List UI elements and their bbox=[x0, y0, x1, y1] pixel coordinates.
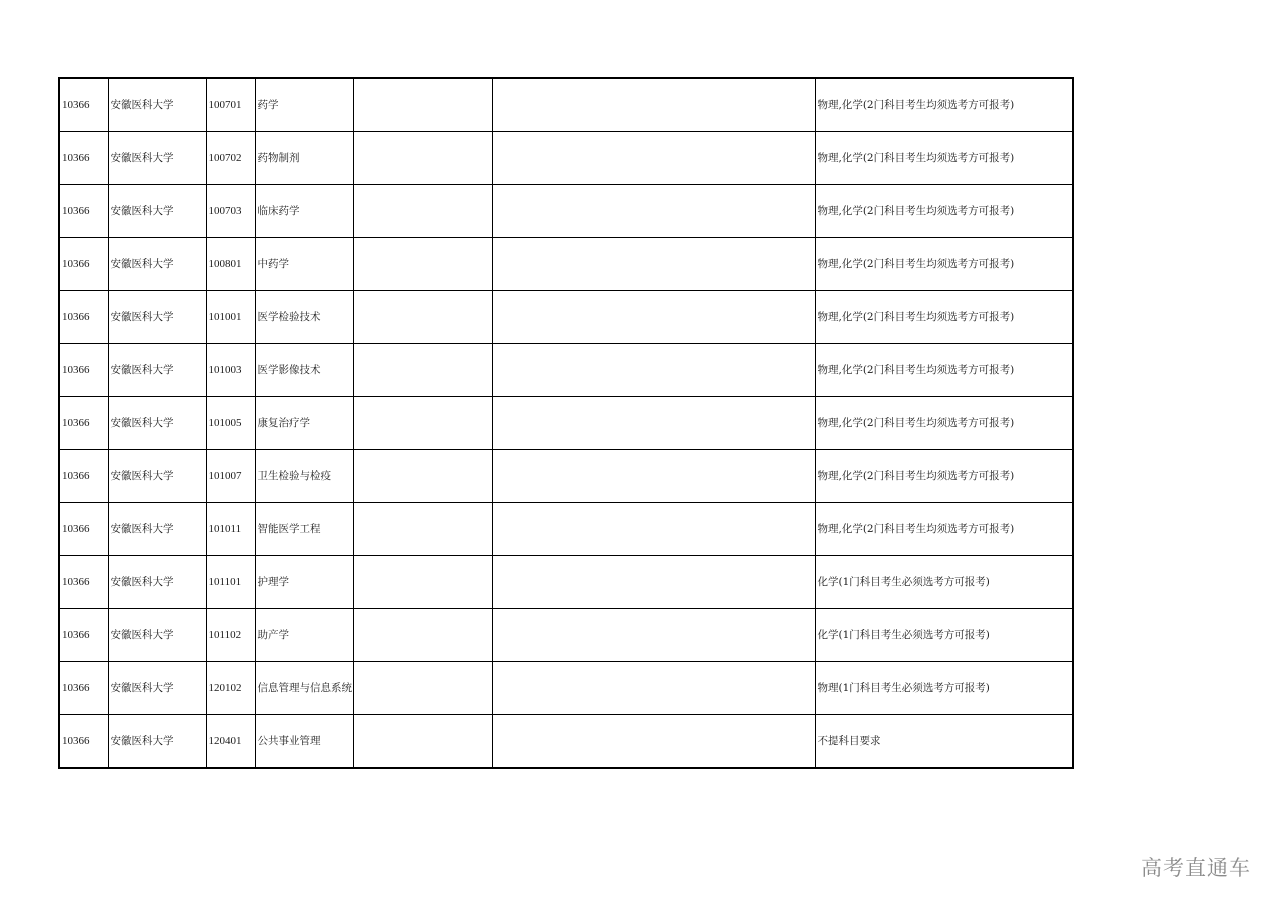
subject-requirement-cell: 化学(1门科目考生必须选考方可报考) bbox=[815, 556, 1073, 609]
subject-requirement-cell: 物理,化学(2门科目考生均须选考方可报考) bbox=[815, 450, 1073, 503]
subject-requirement-cell: 物理,化学(2门科目考生均须选考方可报考) bbox=[815, 344, 1073, 397]
table-row bbox=[59, 397, 1073, 450]
major-code-cell: 101001 bbox=[206, 291, 255, 344]
blank-cell-5 bbox=[353, 397, 492, 450]
major-name-cell: 临床药学 bbox=[255, 185, 353, 238]
school-name-cell: 安徽医科大学 bbox=[108, 662, 206, 715]
table-row bbox=[59, 344, 1073, 397]
major-code-cell: 120401 bbox=[206, 715, 255, 769]
school-name-cell: 安徽医科大学 bbox=[108, 238, 206, 291]
major-name-cell: 信息管理与信息系统 bbox=[255, 662, 353, 715]
major-name-cell: 药学 bbox=[255, 78, 353, 132]
major-name-cell: 中药学 bbox=[255, 238, 353, 291]
subject-requirement-cell: 物理,化学(2门科目考生均须选考方可报考) bbox=[815, 185, 1073, 238]
major-code-cell: 100801 bbox=[206, 238, 255, 291]
blank-cell-5 bbox=[353, 503, 492, 556]
table-row bbox=[59, 291, 1073, 344]
subject-requirement-cell: 物理,化学(2门科目考生均须选考方可报考) bbox=[815, 132, 1073, 185]
subject-requirement-cell: 物理,化学(2门科目考生均须选考方可报考) bbox=[815, 238, 1073, 291]
table-row bbox=[59, 450, 1073, 503]
blank-cell-6 bbox=[492, 503, 815, 556]
school-code-cell: 10366 bbox=[59, 344, 108, 397]
table-row bbox=[59, 503, 1073, 556]
subject-requirement-cell: 物理,化学(2门科目考生均须选考方可报考) bbox=[815, 397, 1073, 450]
blank-cell-5 bbox=[353, 185, 492, 238]
blank-cell-6 bbox=[492, 344, 815, 397]
blank-cell-6 bbox=[492, 238, 815, 291]
subject-requirement-cell: 物理,化学(2门科目考生均须选考方可报考) bbox=[815, 291, 1073, 344]
subject-requirement-cell: 化学(1门科目考生必须选考方可报考) bbox=[815, 609, 1073, 662]
major-code-cell: 100703 bbox=[206, 185, 255, 238]
school-name-cell: 安徽医科大学 bbox=[108, 344, 206, 397]
school-code-cell: 10366 bbox=[59, 503, 108, 556]
blank-cell-6 bbox=[492, 662, 815, 715]
table-row bbox=[59, 662, 1073, 715]
school-name-cell: 安徽医科大学 bbox=[108, 556, 206, 609]
school-code-cell: 10366 bbox=[59, 132, 108, 185]
table-body bbox=[59, 78, 1073, 768]
subject-requirement-cell: 物理,化学(2门科目考生均须选考方可报考) bbox=[815, 503, 1073, 556]
major-code-cell: 101005 bbox=[206, 397, 255, 450]
school-code-cell: 10366 bbox=[59, 238, 108, 291]
blank-cell-6 bbox=[492, 185, 815, 238]
blank-cell-5 bbox=[353, 78, 492, 132]
major-name-cell: 医学影像技术 bbox=[255, 344, 353, 397]
subject-requirement-cell: 不提科目要求 bbox=[815, 715, 1073, 769]
major-name-cell: 康复治疗学 bbox=[255, 397, 353, 450]
major-name-cell: 医学检验技术 bbox=[255, 291, 353, 344]
blank-cell-5 bbox=[353, 715, 492, 769]
major-code-cell: 101007 bbox=[206, 450, 255, 503]
table-row bbox=[59, 238, 1073, 291]
school-code-cell: 10366 bbox=[59, 556, 108, 609]
school-name-cell: 安徽医科大学 bbox=[108, 397, 206, 450]
major-code-cell: 101011 bbox=[206, 503, 255, 556]
subject-requirement-cell: 物理,化学(2门科目考生均须选考方可报考) bbox=[815, 78, 1073, 132]
blank-cell-6 bbox=[492, 715, 815, 769]
major-name-cell: 智能医学工程 bbox=[255, 503, 353, 556]
table-row bbox=[59, 185, 1073, 238]
school-name-cell: 安徽医科大学 bbox=[108, 450, 206, 503]
school-name-cell: 安徽医科大学 bbox=[108, 185, 206, 238]
major-code-cell: 101101 bbox=[206, 556, 255, 609]
school-code-cell: 10366 bbox=[59, 609, 108, 662]
blank-cell-5 bbox=[353, 662, 492, 715]
table-row bbox=[59, 132, 1073, 185]
school-name-cell: 安徽医科大学 bbox=[108, 609, 206, 662]
school-name-cell: 安徽医科大学 bbox=[108, 78, 206, 132]
school-name-cell: 安徽医科大学 bbox=[108, 132, 206, 185]
school-name-cell: 安徽医科大学 bbox=[108, 715, 206, 769]
school-code-cell: 10366 bbox=[59, 715, 108, 769]
blank-cell-6 bbox=[492, 397, 815, 450]
school-code-cell: 10366 bbox=[59, 662, 108, 715]
school-code-cell: 10366 bbox=[59, 450, 108, 503]
school-code-cell: 10366 bbox=[59, 397, 108, 450]
subject-requirement-cell: 物理(1门科目考生必须选考方可报考) bbox=[815, 662, 1073, 715]
blank-cell-6 bbox=[492, 132, 815, 185]
school-code-cell: 10366 bbox=[59, 291, 108, 344]
table-row bbox=[59, 609, 1073, 662]
blank-cell-5 bbox=[353, 291, 492, 344]
blank-cell-5 bbox=[353, 556, 492, 609]
table-row bbox=[59, 78, 1073, 132]
major-name-cell: 公共事业管理 bbox=[255, 715, 353, 769]
watermark-text: 高考直通车 bbox=[1141, 856, 1251, 880]
major-code-cell: 100702 bbox=[206, 132, 255, 185]
blank-cell-5 bbox=[353, 609, 492, 662]
school-name-cell: 安徽医科大学 bbox=[108, 503, 206, 556]
blank-cell-5 bbox=[353, 450, 492, 503]
major-code-cell: 100701 bbox=[206, 78, 255, 132]
blank-cell-5 bbox=[353, 132, 492, 185]
major-name-cell: 药物制剂 bbox=[255, 132, 353, 185]
blank-cell-5 bbox=[353, 344, 492, 397]
major-code-cell: 101003 bbox=[206, 344, 255, 397]
subject-requirements-table bbox=[58, 77, 1074, 769]
major-code-cell: 120102 bbox=[206, 662, 255, 715]
table-row bbox=[59, 715, 1073, 769]
blank-cell-6 bbox=[492, 609, 815, 662]
major-name-cell: 护理学 bbox=[255, 556, 353, 609]
school-code-cell: 10366 bbox=[59, 185, 108, 238]
major-name-cell: 卫生检验与检疫 bbox=[255, 450, 353, 503]
school-name-cell: 安徽医科大学 bbox=[108, 291, 206, 344]
blank-cell-6 bbox=[492, 556, 815, 609]
blank-cell-6 bbox=[492, 291, 815, 344]
major-code-cell: 101102 bbox=[206, 609, 255, 662]
blank-cell-5 bbox=[353, 238, 492, 291]
major-name-cell: 助产学 bbox=[255, 609, 353, 662]
blank-cell-6 bbox=[492, 78, 815, 132]
blank-cell-6 bbox=[492, 450, 815, 503]
school-code-cell: 10366 bbox=[59, 78, 108, 132]
table-row bbox=[59, 556, 1073, 609]
